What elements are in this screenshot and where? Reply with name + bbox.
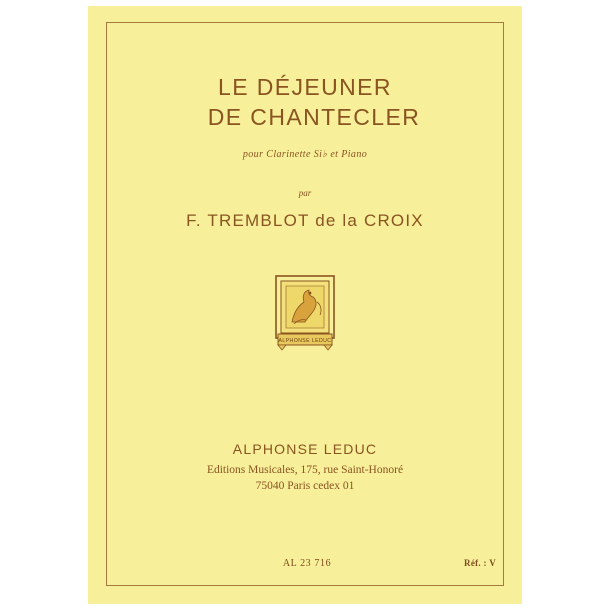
publisher-emblem-icon — [272, 272, 338, 354]
by-word: par — [298, 188, 312, 198]
publisher-address-line-2: 75040 Paris cedex 01 — [255, 479, 355, 492]
title-line-1: LE DÉJEUNER — [218, 74, 392, 100]
cover-footer — [118, 558, 496, 572]
instrumentation-subtitle: pour Clarinette Si♭ et Piano — [242, 149, 368, 160]
reference-number: Réf. : V — [464, 558, 496, 568]
catalogue-number: AL 23 716 — [282, 558, 332, 569]
publisher-block — [88, 441, 522, 494]
title-line-2: DE CHANTECLER — [207, 104, 421, 131]
sheet-music-cover — [88, 6, 522, 604]
svg-text:ALPHONSE LEDUC: ALPHONSE LEDUC — [278, 338, 332, 344]
publisher-address-line-1: Editions Musicales, 175, rue Saint-Honoré — [206, 464, 404, 476]
composer-name: F. TREMBLOT de la CROIX — [186, 211, 424, 230]
page-title — [88, 72, 522, 133]
publisher-name: ALPHONSE LEDUC — [232, 441, 378, 457]
